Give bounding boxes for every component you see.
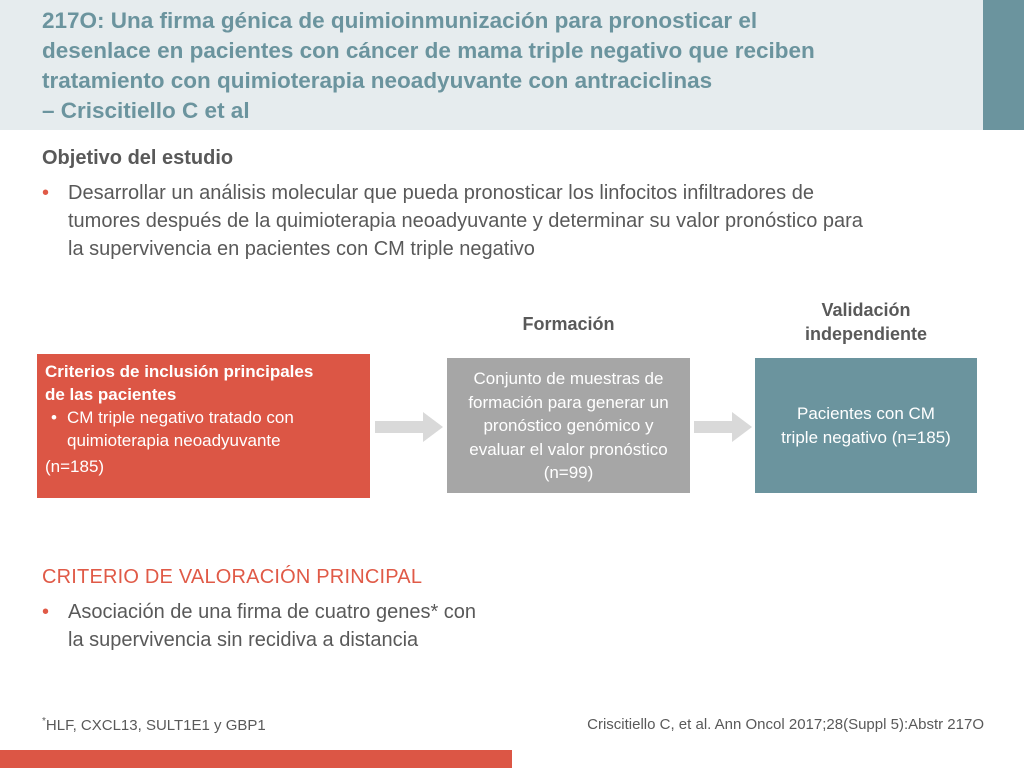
objective-text bbox=[68, 179, 863, 263]
header-accent-bar bbox=[983, 0, 1024, 130]
validation-label-line: Validación bbox=[821, 300, 911, 320]
footer-accent-bar bbox=[0, 750, 512, 768]
validation-label-line: independiente bbox=[804, 324, 927, 344]
validation-box-line: Pacientes con CM bbox=[797, 404, 935, 423]
inclusion-item-line: quimioterapia neoadyuvante bbox=[67, 431, 281, 450]
title-banner bbox=[0, 0, 983, 130]
inclusion-heading-line: Criterios de inclusión principales bbox=[45, 362, 314, 381]
inclusion-heading-line: de las pacientes bbox=[45, 385, 177, 404]
inclusion-item-line: CM triple negativo tratado con bbox=[67, 408, 294, 427]
primary-endpoint-heading: CRITERIO DE VALORACIÓN PRINCIPAL bbox=[42, 566, 423, 588]
slide-title bbox=[42, 6, 972, 126]
objective-text-line: la supervivencia en pacientes con CM triple negativo bbox=[68, 238, 535, 260]
training-box-line: (n=99) bbox=[543, 463, 594, 482]
flow-arrow-right bbox=[694, 410, 754, 444]
inclusion-item bbox=[45, 406, 362, 452]
title-line: – Criscitiello C et al bbox=[42, 98, 250, 123]
training-stage-label bbox=[447, 312, 690, 336]
training-label-text: Formación bbox=[522, 314, 615, 334]
validation-stage-label bbox=[755, 298, 977, 346]
objective-bullet bbox=[42, 179, 982, 263]
objective-heading: Objetivo del estudio bbox=[42, 147, 234, 169]
objective-text-line: tumores después de la quimioterapia neoadyuvante y determinar su valor pronóstico para bbox=[68, 210, 863, 232]
inclusion-sample-size: (n=185) bbox=[45, 457, 105, 476]
objective-text-line: Desarrollar un análisis molecular que pueda pronosticar los linfocitos infiltradores de bbox=[68, 182, 814, 204]
footnote-text: HLF, CXCL13, SULT1E1 y GBP1 bbox=[45, 717, 266, 734]
citation-reference: Criscitiello C, et al. Ann Oncol 2017;28(Suppl 5):Abstr 217O bbox=[587, 716, 984, 733]
endpoint-text bbox=[68, 598, 476, 654]
flow-arrow-right bbox=[375, 410, 445, 444]
endpoint-text-line: Asociación de una firma de cuatro genes* con bbox=[68, 601, 477, 623]
footnote bbox=[42, 716, 266, 734]
title-line: desenlace en pacientes con cáncer de mama triple negativo que reciben bbox=[42, 38, 815, 63]
validation-box-line: triple negativo (n=185) bbox=[781, 428, 951, 447]
footnote-marker: * bbox=[42, 716, 46, 727]
inclusion-criteria-box bbox=[37, 354, 370, 498]
training-set-box bbox=[447, 358, 690, 493]
bullet-marker: • bbox=[42, 601, 50, 623]
validation-set-box bbox=[755, 358, 977, 493]
endpoint-text-line: la supervivencia sin recidiva a distancia bbox=[68, 629, 419, 651]
endpoint-bullet bbox=[42, 598, 602, 654]
bullet-marker: • bbox=[51, 408, 57, 427]
training-box-line: evaluar el valor pronóstico bbox=[469, 439, 668, 459]
training-box-line: formación para generar un bbox=[468, 392, 669, 412]
training-box-line: Conjunto de muestras de bbox=[473, 369, 664, 388]
title-line: 217O: Una firma génica de quimioinmunización para pronosticar el bbox=[42, 8, 758, 33]
title-line: tratamiento con quimioterapia neoadyuvante con antraciclinas bbox=[42, 68, 713, 93]
bullet-marker: • bbox=[42, 182, 50, 204]
training-box-line: pronóstico genómico y bbox=[483, 416, 654, 435]
